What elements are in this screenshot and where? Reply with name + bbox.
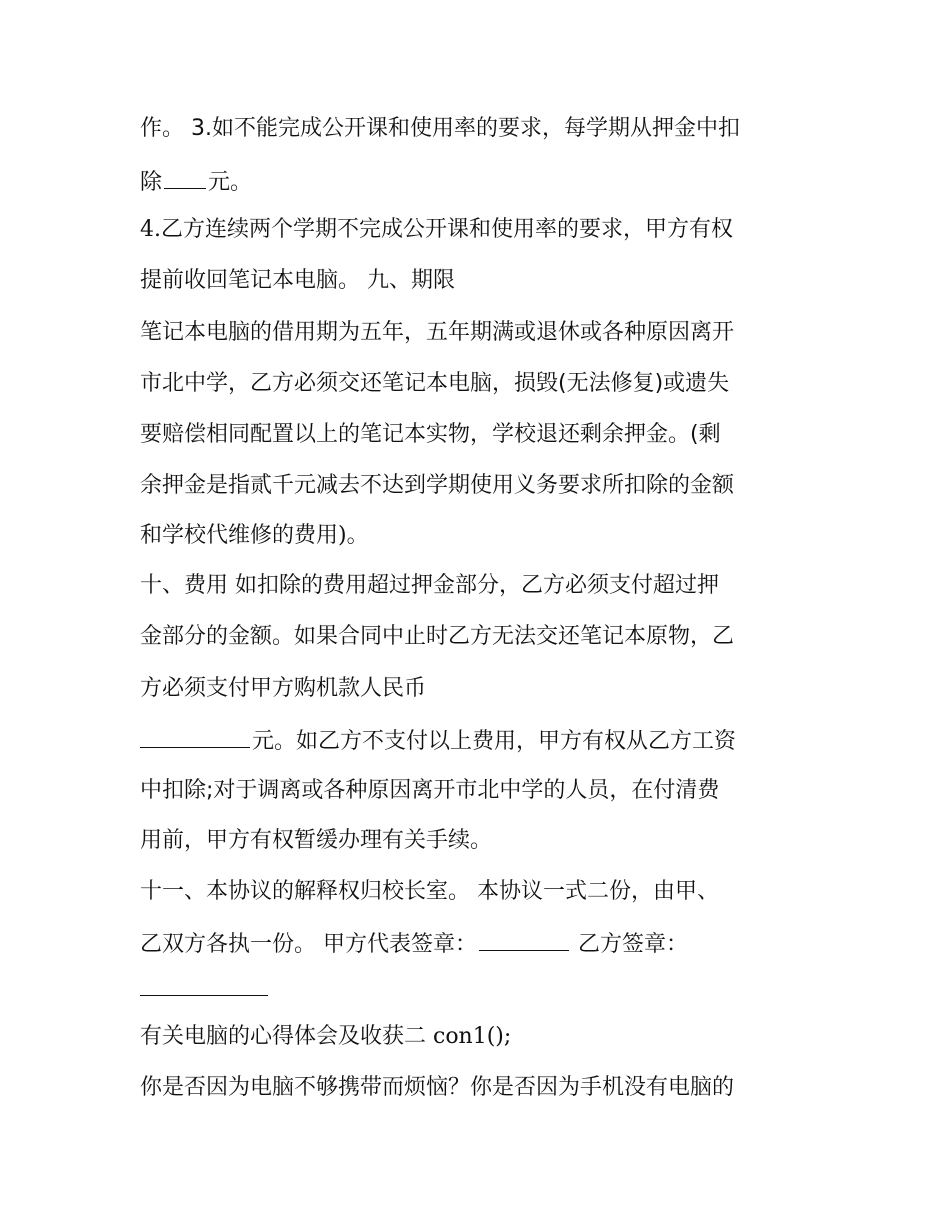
amount-blank xyxy=(164,166,206,189)
text-line-15: 用前，甲方有权暂缓办理有关手续。 xyxy=(140,828,493,853)
text-line-6: 市北中学，乙方必须交还笔记本电脑，损毁(无法修复)或遗失 xyxy=(140,371,730,396)
party-b-signature-blank xyxy=(140,995,268,996)
text-line-2-end: 元。 xyxy=(208,170,253,195)
text-line-7: 要赔偿相同配置以上的笔记本实物，学校退还剩余押金。(剩 xyxy=(140,422,721,447)
price-blank xyxy=(140,725,250,748)
text-line-5: 笔记本电脑的借用期为五年，五年期满或退休或各种原因离开 xyxy=(140,320,735,345)
text-line-17 xyxy=(140,928,688,960)
text-line-9: 和学校代维修的费用)。 xyxy=(140,523,369,548)
text-line-11: 金部分的金额。如果合同中止时乙方无法交还笔记本原物，乙 xyxy=(140,624,735,649)
party-a-signature-label: 乙双方各执一份。 甲方代表签章： xyxy=(140,932,477,957)
text-line-1: 作。 3.如不能完成公开课和使用率的要求，每学期从押金中扣 xyxy=(140,116,740,141)
text-line-13-end: 元。如乙方不支付以上费用，甲方有权从乙方工资 xyxy=(252,729,737,754)
text-line-2-start: 除 xyxy=(140,170,163,195)
text-line-12: 方必须支付甲方购机款人民币 xyxy=(140,676,427,701)
text-line-2 xyxy=(140,166,252,198)
text-line-14: 中扣除;对于调离或各种原因离开市北中学的人员，在付清费 xyxy=(140,778,720,803)
text-line-13 xyxy=(140,725,736,757)
text-line-16: 十一、本协议的解释权归校长室。 本协议一式二份，由甲、 xyxy=(140,879,719,904)
party-a-signature-blank xyxy=(479,928,569,951)
text-line-8: 余押金是指贰千元减去不达到学期使用义务要求所扣除的金额 xyxy=(140,473,735,498)
text-line-10: 十、费用 如扣除的费用超过押金部分，乙方必须支付超过押 xyxy=(140,573,719,598)
text-line-19: 你是否因为电脑不够携带而烦恼？你是否因为手机没有电脑的 xyxy=(140,1075,735,1100)
text-line-18: 有关电脑的心得体会及收获二 con1(); xyxy=(140,1024,512,1049)
text-line-4: 提前收回笔记本电脑。 九、期限 xyxy=(140,268,455,293)
party-b-signature-label: 乙方签章： xyxy=(578,932,689,957)
text-line-3: 4.乙方连续两个学期不完成公开课和使用率的要求，甲方有权 xyxy=(140,217,733,242)
